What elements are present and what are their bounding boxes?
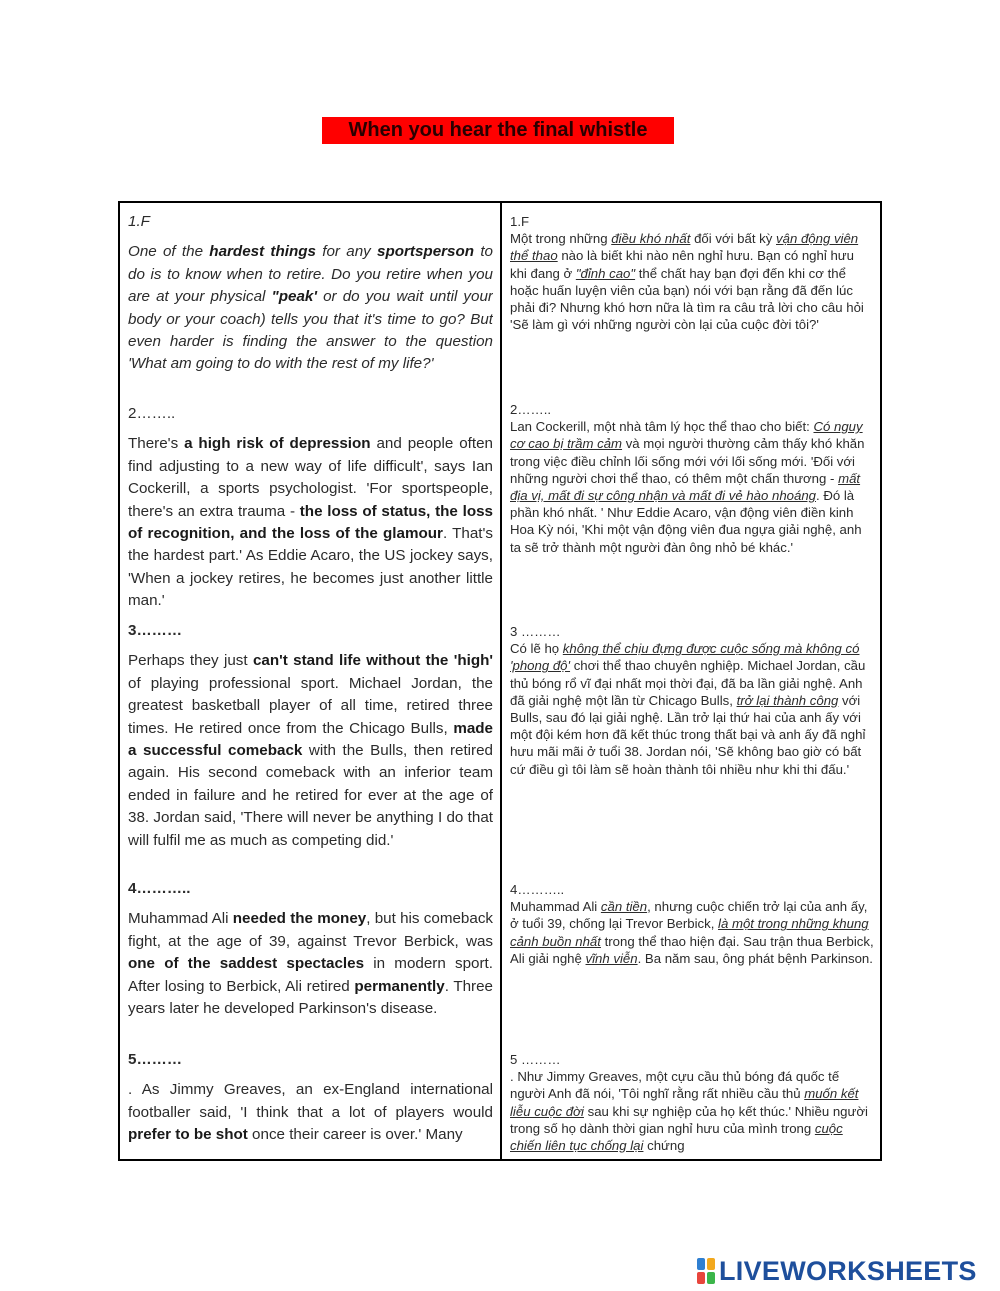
vi-text-2	[510, 418, 874, 556]
text-run: in modern sport. After losing to Berbick, Ali retired	[128, 955, 493, 995]
key-phrase: a high risk of depression	[184, 435, 371, 453]
text-run: sau khi sự nghiệp của họ kết thúc.' Nhiều người trong số họ dành thời gian nghỉ hưu của mình trong	[510, 1103, 868, 1136]
translated-key-phrase: mất địa vị, mất đi sự công nhận và mất đi vẻ hào nhoáng	[510, 470, 861, 504]
en-number-4: 4………..	[128, 880, 191, 897]
text-run: of playing professional sport. Michael Jordan, the greatest basketball player of all time, retired three times. He retired once from the Chicago Bulls,	[128, 674, 493, 737]
logo-block-2	[707, 1258, 715, 1270]
vi-text-3	[510, 640, 874, 778]
text-run: . That's the hardest part.' As Eddie Acaro, the US jockey says, 'When a jockey retires, he becomes just another little man.'	[128, 525, 493, 610]
logo-block-1	[697, 1258, 705, 1270]
vi-paragraph-3	[510, 623, 874, 778]
text-run: . Three years later he developed Parkinson's disease.	[128, 977, 493, 1018]
liveworksheets-logo-icon	[697, 1258, 715, 1284]
translated-key-phrase: cần tiền	[600, 899, 648, 915]
en-text-2	[128, 433, 493, 612]
vi-text-5	[510, 1068, 874, 1154]
text-run: . Ba năm sau, ông phát bệnh Parkinson.	[637, 950, 873, 966]
text-run: Muhammad Ali	[128, 910, 233, 928]
text-run: One of the	[128, 243, 210, 261]
en-text-1	[128, 241, 493, 375]
en-number-2: 2……..	[128, 405, 176, 422]
translated-key-phrase: là một trong những khung cảnh buồn nhất	[510, 916, 869, 949]
text-run: đối với bất kỳ	[690, 231, 777, 247]
vi-number-2: 2……..	[510, 402, 552, 417]
text-run: with the Bulls, then retired again. His second comeback with an inferior team ended in failure and he retired for ever at the age of 38. Jordan said, 'There will never be anything I do that will fulfil me as much as competing did.'	[128, 742, 493, 849]
worksheet-title: When you hear the final whistle	[322, 117, 674, 144]
en-text-3	[128, 650, 493, 852]
en-paragraph-3	[128, 620, 493, 852]
translated-key-phrase: điều khó nhất	[611, 231, 691, 247]
en-number-5: 5………	[128, 1051, 183, 1068]
vi-number-5: 5 ………	[510, 1052, 561, 1067]
text-run: . Như Jimmy Greaves, một cựu cầu thủ bóng đá quốc tế người Anh đã nói, 'Tôi nghĩ rằng rất nhiều cầu thủ	[510, 1069, 840, 1102]
text-run: . Đó là phần khó nhất. ' Như Eddie Acaro, vận động viên điền kinh Hoa Kỳ nói, 'Khi một vận động viên đua ngựa giải nghệ, anh ta sẽ trở thành một người đàn ông nhỏ bé khác.'	[510, 488, 862, 555]
text-run: to do is to know when to retire. Do you retire when you are at your physical	[128, 243, 493, 306]
text-run: thể chất hay bạn đợi đến khi cơ thể hoặc huấn luyện viên của bạn) nói với bạn rằng đã đến lúc phải đi? Nhưng khó hơn nữa là tìm ra câu trả lời cho câu hỏi 'Sẽ làm gì với những người còn lại của cuộc đời tôi?'	[510, 265, 864, 333]
text-run: , but his comeback fight, at the age of 39, against Trevor Berbick, was	[128, 910, 493, 950]
text-run: chơi thể thao chuyên nghiệp. Michael Jordan, cầu thủ bóng rổ vĩ đại nhất mọi thời đại, đã ba lần giải nghệ. Anh đã giải nghệ một lần từ Chicago Bulls,	[510, 658, 866, 708]
key-phrase: hardest things	[209, 243, 316, 261]
key-phrase: permanently	[354, 977, 445, 995]
translated-key-phrase: "đỉnh cao"	[575, 265, 636, 281]
text-run: and people often find adjusting to a new way of life difficult', says Ian Cockerill, a sports psychologist. 'For sportspeople, there's an extra trauma -	[128, 435, 493, 520]
text-run: trong thể thao hiện đại. Sau trận thua Berbick, Ali giải nghệ	[510, 933, 874, 966]
text-run: Có lẽ họ	[510, 641, 563, 657]
text-run: và mọi người thường cảm thấy khó khăn trong việc điều chỉnh lối sống mới với lối sống mới. 'Đối với những người chơi thể thao, có thêm một chấn thương -	[510, 436, 865, 486]
translation-table	[118, 201, 882, 1161]
en-paragraph-5	[128, 1049, 493, 1147]
logo-block-3	[697, 1272, 705, 1284]
en-text-5	[128, 1079, 493, 1146]
vi-paragraph-5	[510, 1051, 874, 1154]
text-run: Một trong những	[510, 231, 612, 247]
text-run: Muhammad Ali	[510, 899, 601, 915]
translated-key-phrase: vĩnh viễn	[585, 950, 638, 966]
key-phrase: prefer to be shot	[128, 1126, 248, 1144]
key-phrase: "peak'	[271, 288, 317, 306]
vi-paragraph-2	[510, 401, 874, 556]
vi-text-1	[510, 230, 874, 333]
key-phrase: made a successful comeback	[128, 719, 493, 760]
key-phrase: can't stand life without the 'high'	[252, 652, 493, 670]
en-number-1: 1.F	[128, 213, 150, 230]
text-run: với Bulls, sau đó lại giải nghệ. Lần trở lại thứ hai của anh ấy với một đội kém hơn đã kết thúc trong thất bại và anh ấy đã nghỉ hưu mãi mãi ở tuổi 38. Jordan nói, 'Sẽ không bao giờ có bất cứ điều gì tôi làm sẽ hoàn thành tôi nhiều như khi thi đấu.'	[510, 692, 866, 777]
translated-key-phrase: không thể chịu đựng được cuộc sống mà không có 'phong độ'	[510, 641, 860, 674]
en-text-4	[128, 908, 493, 1020]
vi-text-4	[510, 898, 874, 967]
en-number-3: 3………	[128, 622, 183, 639]
text-run: . As Jimmy Greaves, an ex-England international footballer said, 'I think that a lot of players would	[128, 1081, 493, 1121]
text-run: , nhưng cuộc chiến trở lại của anh ấy, ở tuổi 39, chống lại Trevor Berbick,	[510, 899, 868, 932]
text-run: for any	[315, 243, 377, 261]
key-phrase: needed the money	[232, 910, 367, 928]
en-paragraph-2	[128, 403, 493, 613]
logo-block-4	[707, 1272, 715, 1284]
text-run: Perhaps they just	[128, 652, 253, 670]
liveworksheets-logo-text: LIVEWORKSHEETS	[719, 1255, 977, 1286]
translated-key-phrase: Có nguy cơ cao bị trầm cảm	[510, 419, 863, 452]
key-phrase: sportsperson	[377, 243, 475, 261]
text-run: There's	[128, 435, 185, 453]
text-run: chứng	[643, 1138, 685, 1154]
column-divider	[500, 203, 502, 1159]
text-run: once their career is over.' Many	[247, 1126, 463, 1144]
translated-key-phrase: muốn kết liễu cuộc đời	[510, 1086, 859, 1119]
text-run: Lan Cockerill, một nhà tâm lý học thể thao cho biết:	[510, 419, 814, 435]
vi-number-4: 4………..	[510, 882, 565, 897]
translated-key-phrase: cuộc chiến liên tục chống lại	[510, 1120, 843, 1154]
vi-paragraph-1	[510, 213, 874, 333]
key-phrase: one of the saddest spectacles	[128, 955, 365, 973]
liveworksheets-logo[interactable]	[697, 1256, 977, 1286]
vi-paragraph-4	[510, 881, 874, 967]
translated-key-phrase: vận động viên thể thao	[510, 231, 859, 264]
text-run: nào là biết khi nào nên nghỉ hưu. Bạn có nghỉ hưu khi đang ở	[510, 248, 854, 281]
en-paragraph-4	[128, 878, 493, 1020]
text-run: or do you wait until your body or your coach) tells you that it's time to go? But even harder is finding the answer to the question 'What am going to do with the rest of my life?'	[128, 288, 493, 373]
translated-key-phrase: trở lại thành công	[736, 692, 839, 708]
vi-number-3: 3 ………	[510, 624, 561, 639]
en-paragraph-1	[128, 211, 493, 376]
key-phrase: the loss of status, the loss of recognition, and the loss of the glamour	[128, 502, 493, 543]
vi-number-1: 1.F	[510, 214, 530, 229]
